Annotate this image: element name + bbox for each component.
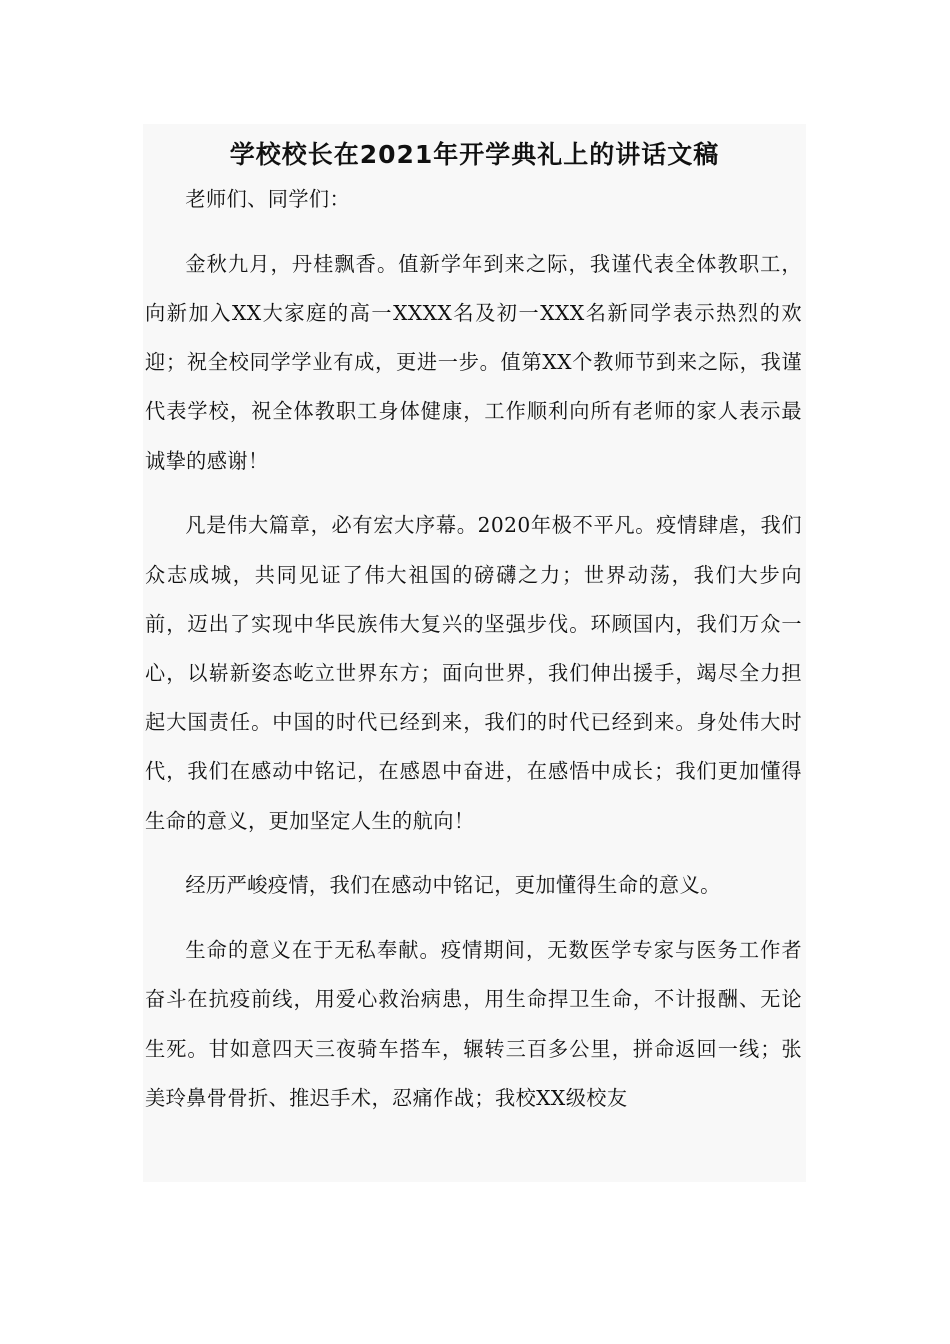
paragraph-3: 经历严峻疫情，我们在感动中铭记，更加懂得生命的意义。 — [185, 873, 721, 898]
greeting-line: 老师们、同学们： — [185, 187, 351, 211]
paragraph-4: 生命的意义在于无私奉献。疫情期间，无数医学专家与医务工作者奋斗在抗疫前线，用爱心救治病患，用生命捍卫生命，不计报酬、无论生死。甘如意四天三夜骑车搭车，辗转三百多公里，拼命返回一线；张美玲鼻骨骨折、推迟手术，忍痛作战；我校XX级校友 — [145, 938, 802, 1110]
document-body — [145, 175, 802, 1139]
document-page — [143, 124, 806, 1182]
document-title: 学校校长在2021年开学典礼上的讲话文稿 — [229, 140, 720, 169]
paragraph-2: 凡是伟大篇章，必有宏大序幕。2020年极不平凡。疫情肆虐，我们众志成城，共同见证了伟大祖国的磅礴之力；世界动荡，我们大步向前，迈出了实现中华民族伟大复兴的坚强步伐。环顾国内，我们万众一心，以崭新姿态屹立世界东方；面向世界，我们伸出援手，竭尽全力担起大国责任。中国的时代已经到来，我们的时代已经到来。身处伟大时代，我们在感动中铭记，在感恩中奋进，在感悟中成长；我们更加懂得生命的意义，更加坚定人生的航向！ — [145, 513, 802, 833]
paragraph-1: 金秋九月，丹桂飘香。值新学年到来之际，我谨代表全体教职工，向新加入XX大家庭的高一XXXX名及初一XXX名新同学表示热烈的欢迎；祝全校同学学业有成，更进一步。值第XX个教师节到来之际，我谨代表学校，祝全体教职工身体健康，工作顺利向所有老师的家人表示最诚挚的感谢！ — [145, 251, 802, 473]
